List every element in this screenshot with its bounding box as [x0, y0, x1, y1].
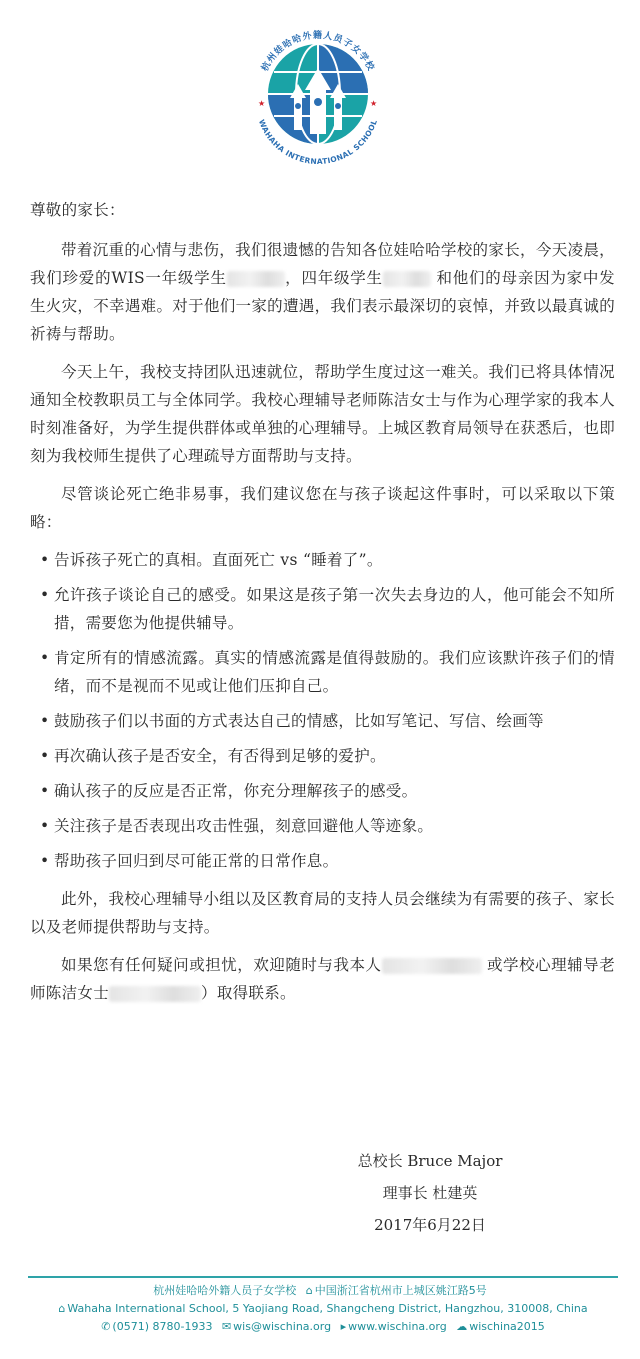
list-item: • 鼓励孩子们以书面的方式表达自己的情感，比如写笔记、写信、绘画等: [40, 712, 544, 730]
footer-address-en: Wahaha International School, 5 Yaojiang Road, Shangcheng District, Hangzhou, 310008, China: [67, 1302, 588, 1315]
paragraph-1c: 和他们的母亲因为家中发生火灾，不幸遇难。对于他们一家的遭遇，我们表示最深切的哀悼，并致以最真诚的祈祷与帮助。: [30, 269, 615, 343]
list-item: • 再次确认孩子是否安全，有否得到足够的爱护。: [40, 747, 386, 765]
paragraph-announcement: [30, 236, 615, 348]
email-icon: ✉: [221, 1320, 232, 1333]
paragraph-contact: 如果您有任何疑问或担忧，欢迎随时与我本人 或学校心理辅导老师陈洁女士 ）取得联系。: [30, 956, 616, 1002]
list-item: • 帮助孩子回归到尽可能正常的日常作息。: [40, 852, 339, 870]
footer-address-cn: 中国浙江省杭州市上城区姚江路5号: [314, 1284, 487, 1297]
redacted-name: [383, 271, 431, 287]
list-item: • 确认孩子的反应是否正常，你充分理解孩子的感受。: [40, 782, 418, 800]
list-item: • 告诉孩子死亡的真相。直面死亡 vs “睡着了”。: [40, 551, 383, 569]
web-icon: ▸: [340, 1320, 347, 1333]
footer-wechat: wischina2015: [469, 1320, 545, 1333]
strategy-list: [30, 546, 615, 875]
paragraph-strategies-intro: 尽管谈论死亡绝非易事，我们建议您在与孩子谈起这件事时，可以采取以下策略：: [30, 485, 615, 531]
footer-website[interactable]: www.wischina.org: [348, 1320, 447, 1333]
redacted-contact: [109, 986, 201, 1002]
chairman-signature: 理事长 杜建英: [382, 1184, 478, 1202]
redacted-name: [227, 271, 285, 287]
footer-divider: [28, 1276, 618, 1278]
letter-date: 2017年6月22日: [374, 1216, 486, 1234]
principal-signature: 总校长 Bruce Major: [357, 1152, 503, 1170]
home-icon: ⌂: [58, 1302, 66, 1315]
footer-row-1: [0, 1282, 640, 1300]
redacted-contact: [382, 958, 482, 974]
paragraph-1b: ，四年级学生: [284, 269, 383, 287]
home-icon: ⌂: [305, 1284, 313, 1297]
footer: [0, 1282, 640, 1336]
paragraph-support: 今天上午，我校支持团队迅速就位，帮助学生度过这一难关。我们已将具体情况通知全校教职员工与全体同学。我校心理辅导老师陈洁女士与作为心理学家的我本人时刻准备好，为学生提供群体或单独的心理辅导。上城区教育局领导在获悉后，也即刻为我校师生提供了心理疏导方面帮助与支持。: [30, 363, 615, 465]
list-item: • 肯定所有的情感流露。真实的情感流露是值得鼓励的。我们应该默许孩子们的情绪，而不是视而不见或让他们压抑自己。: [40, 649, 615, 695]
letter-body: [30, 196, 615, 1017]
paragraph-continued-support: 此外，我校心理辅导小组以及区教育局的支持人员会继续为有需要的孩子、家长以及老师提供帮助与支持。: [30, 890, 615, 936]
footer-row-2: [0, 1300, 640, 1318]
svg-text:★: ★: [370, 99, 378, 108]
logo-arc-english: WAHAHA INTERNATIONAL SCHOOL: [256, 118, 380, 167]
footer-row-3: [0, 1318, 640, 1336]
wechat-icon: ☁: [456, 1320, 468, 1333]
salutation: 尊敬的家长：: [30, 201, 125, 219]
school-logo: [242, 18, 394, 170]
signature-block: [330, 1145, 530, 1241]
list-item: • 允许孩子谈论自己的感受。如果这是孩子第一次失去身边的人，他可能会不知所措，需要您为他提供辅导。: [40, 586, 615, 632]
footer-school-name: 杭州娃哈哈外籍人员子女学校: [153, 1284, 297, 1297]
paragraph-1a: 带着沉重的心情与悲伤，我们很遗憾的告知各位娃哈哈学校的家长，今天凌晨，我们珍爱的WIS一年级学生: [30, 241, 615, 287]
logo-arc-chinese: 杭州娃哈哈外籍人员子女学校: [260, 31, 376, 74]
svg-text:★: ★: [258, 99, 266, 108]
footer-phone: (0571) 8780-1933: [112, 1320, 213, 1333]
school-emblem-icon: [242, 18, 394, 170]
footer-email[interactable]: wis@wischina.org: [233, 1320, 332, 1333]
list-item: • 关注孩子是否表现出攻击性强，刻意回避他人等迹象。: [40, 817, 434, 835]
phone-icon: ✆: [101, 1320, 111, 1333]
